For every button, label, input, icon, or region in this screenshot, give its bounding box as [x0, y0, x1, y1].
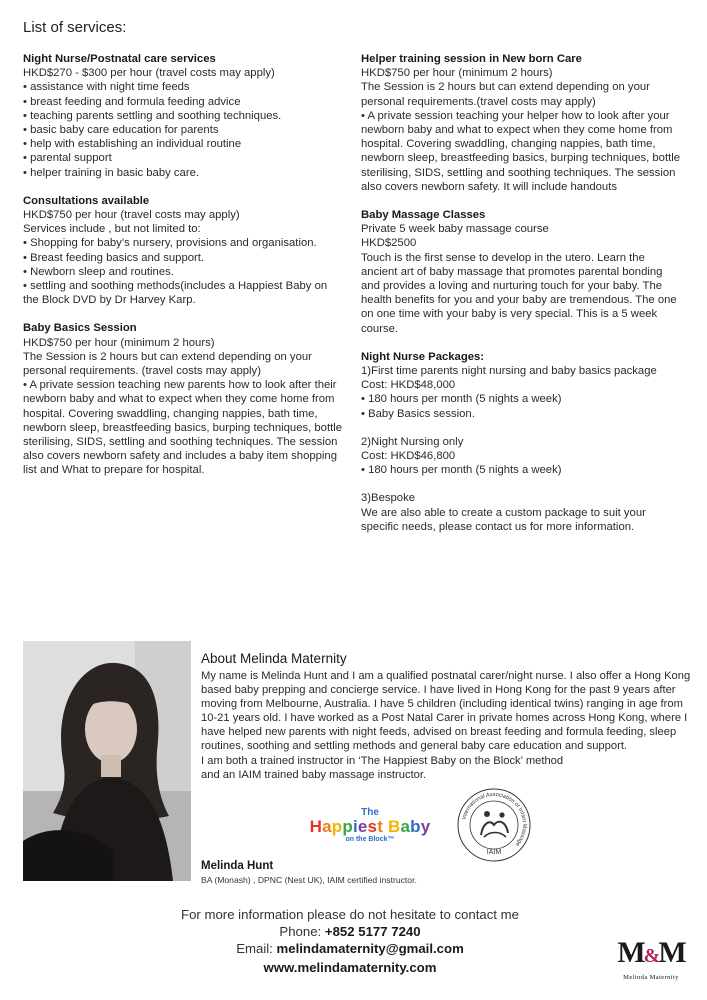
iaim-seal-icon [456, 787, 532, 863]
service-line: • Breast feeding basics and support. [23, 251, 205, 264]
service-line: • 180 hours per month (5 nights a week) [361, 464, 562, 477]
service-line: Cost: HKD$48,000 [361, 379, 456, 392]
service-line: • assistance with night time feeds [23, 81, 190, 94]
service-line: Cost: HKD$46,800 [361, 450, 456, 463]
contact-intro: For more information please do not hesitate to contact me [181, 907, 519, 922]
about-line: I am both a trained instructor in ‘The Happiest Baby on the Block’ method [201, 754, 564, 767]
service-line: • teaching parents settling and soothing techniques. [23, 109, 282, 122]
service-section-title: Helper training session in New born Care [361, 53, 582, 65]
service-section [23, 321, 343, 477]
email-link[interactable]: melindamaternity@gmail.com [276, 941, 464, 956]
service-line: HKD$270 - $300 per hour (travel costs may apply) [23, 67, 275, 80]
mm-mark-right: M [658, 936, 685, 969]
service-section [23, 52, 343, 180]
contact-phone-row [100, 923, 600, 940]
service-section [361, 350, 681, 534]
service-line: Private 5 week baby massage course [361, 223, 549, 236]
mm-mark-amp: & [643, 945, 659, 967]
service-section-title: Consultations available [23, 194, 150, 207]
page-title: List of services: [23, 19, 127, 36]
service-line: • Baby Basics session. [361, 407, 475, 420]
service-line: • Shopping for baby’s nursery, provisions and organisation. [23, 237, 317, 250]
service-line: • helper training in basic baby care. [23, 166, 200, 179]
service-line: • parental support [23, 152, 112, 165]
iaim-ring-text: International Association of Infant Massage [461, 791, 528, 848]
happiest-baby-letter: a [400, 817, 411, 836]
service-line: HKD$750 per hour (minimum 2 hours) [361, 67, 553, 80]
melinda-maternity-logo [615, 937, 687, 985]
happiest-baby-logo-main [308, 818, 432, 835]
signature-credentials: BA (Monash) , DPNC (Nest UK), IAIM certified instructor. [201, 875, 417, 885]
happiest-baby-letter: H [309, 817, 323, 836]
contact-block [100, 906, 600, 976]
service-line: HKD$2500 [361, 237, 417, 250]
happiest-baby-logo-the: The [361, 807, 379, 818]
about-section [201, 651, 691, 782]
service-line: 1)First time parents night nursing and baby basics package [361, 365, 657, 378]
mm-mark-left: M [617, 936, 644, 969]
happiest-baby-logo [308, 808, 432, 843]
service-line: • A private session teaching your helper how to look after your newborn baby and what to expect when they come home from hospital. Covering swaddling, changing nappies, bath time, newborn sleep, breastfeeding basics, burping techniques, bottle sterilising, SIDS, settling and soothing techniques. The session also covers newborn safety. It will include handouts [361, 109, 681, 193]
service-line: Services include , but not limited to: [23, 223, 201, 236]
service-section-title: Baby Basics Session [23, 322, 137, 335]
happiest-baby-letter: b [410, 817, 421, 836]
iaim-abbr: IAIM [486, 849, 502, 856]
contact-email-row [100, 940, 600, 957]
email-label: Email: [236, 941, 277, 956]
phone-number[interactable]: +852 5177 7240 [324, 924, 421, 939]
service-line: HKD$750 per hour (minimum 2 hours) [23, 336, 215, 349]
iaim-logo [456, 787, 532, 863]
signature-name: Melinda Hunt [201, 860, 274, 872]
service-line: 2)Night Nursing only [361, 435, 464, 448]
service-section-title: Night Nurse/Postnatal care services [23, 53, 216, 65]
service-line: • 180 hours per month (5 nights a week) [361, 393, 562, 406]
happiest-baby-letter: y [420, 817, 431, 836]
phone-label: Phone: [279, 924, 325, 939]
melinda-maternity-mark [615, 937, 687, 972]
service-line: • settling and soothing methods(includes a Happiest Baby on the Block DVD by Dr Harvey Karp. [23, 280, 328, 307]
happiest-baby-letter: a [322, 817, 332, 836]
about-paragraph: My name is Melinda Hunt and I am a qualified postnatal carer/night nurse. I also offer a Hong Kong based baby prepping and concierge service. I have lived in Hong Kong for the past 9 years after moving from Melbourne, Australia. I have 5 children (including identical twins) ranging in age from 10-21 years old. I have worked as a Post Natal Carer in private homes across Hong Kong, where I have helped new parents with night feeds, advised on breast feeding and formula feeding, sleep routines, soothing and settling methods and general baby care education and support. [201, 670, 691, 753]
service-line: 3)Bespoke [361, 492, 416, 505]
website-link[interactable]: www.melindamaternity.com [263, 960, 437, 975]
service-line: The Session is 2 hours but can extend depending on your personal requirements. (travel costs may apply) [23, 350, 312, 378]
services-left-column [23, 52, 343, 492]
service-line: • help with establishing an individual routine [23, 138, 242, 151]
happiest-baby-letter: p [342, 817, 353, 836]
happiest-baby-letter: e [357, 817, 368, 836]
service-line: The Session is 2 hours but can extend depending on your personal requirements.(travel costs may apply) [361, 81, 650, 108]
service-section [361, 208, 681, 336]
portrait-illustration [23, 641, 191, 881]
service-section-title: Night Nurse Packages: [361, 350, 485, 363]
service-section-title: Baby Massage Classes [361, 209, 486, 222]
melinda-maternity-wordmark: Melinda Maternity [623, 974, 679, 981]
happiest-baby-letter: B [388, 817, 401, 836]
about-title: About Melinda Maternity [201, 651, 347, 666]
service-line: HKD$750 per hour (travel costs may apply) [23, 209, 240, 222]
service-line: We are also able to create a custom package to suit your specific needs, please contact us for more information. [361, 506, 646, 533]
services-right-column [361, 52, 681, 548]
happiest-baby-letter: p [331, 817, 343, 836]
happiest-baby-logo-sub: on the Block™ [345, 836, 395, 843]
happiest-baby-letter: s [367, 817, 378, 836]
service-section [361, 52, 681, 194]
service-spacer [361, 477, 681, 491]
happiest-baby-letter: t [377, 817, 384, 836]
service-section [23, 194, 343, 308]
service-line: • basic baby care education for parents [23, 124, 219, 137]
service-spacer [361, 421, 681, 435]
service-line: • breast feeding and formula feeding advice [23, 95, 241, 108]
about-line: and an IAIM trained baby massage instructor. [201, 768, 427, 781]
service-line: Touch is the first sense to develop in the utero. Learn the ancient art of baby massage that promotes parental bonding and provides a loving and nurturing touch for your baby. The health benefits for you and your baby are tremendous. The one on one time with your baby is very special. This is a 5 week course. [361, 251, 677, 335]
portrait-photo [23, 641, 191, 881]
happiest-baby-letter: i [352, 817, 358, 836]
service-line: • Newborn sleep and routines. [23, 265, 174, 278]
service-line: • A private session teaching new parents how to look after their newborn baby and what to expect when they come home from hospital. Covering swaddling, changing nappies, bath time, newborn sleep, breastfeeding basics, burping techniques, bottle sterilising, SIDS, settling and soothing techniques. The session also covers newborn safety and includes a baby item shopping list and What to prepare for hospital. [23, 379, 343, 477]
